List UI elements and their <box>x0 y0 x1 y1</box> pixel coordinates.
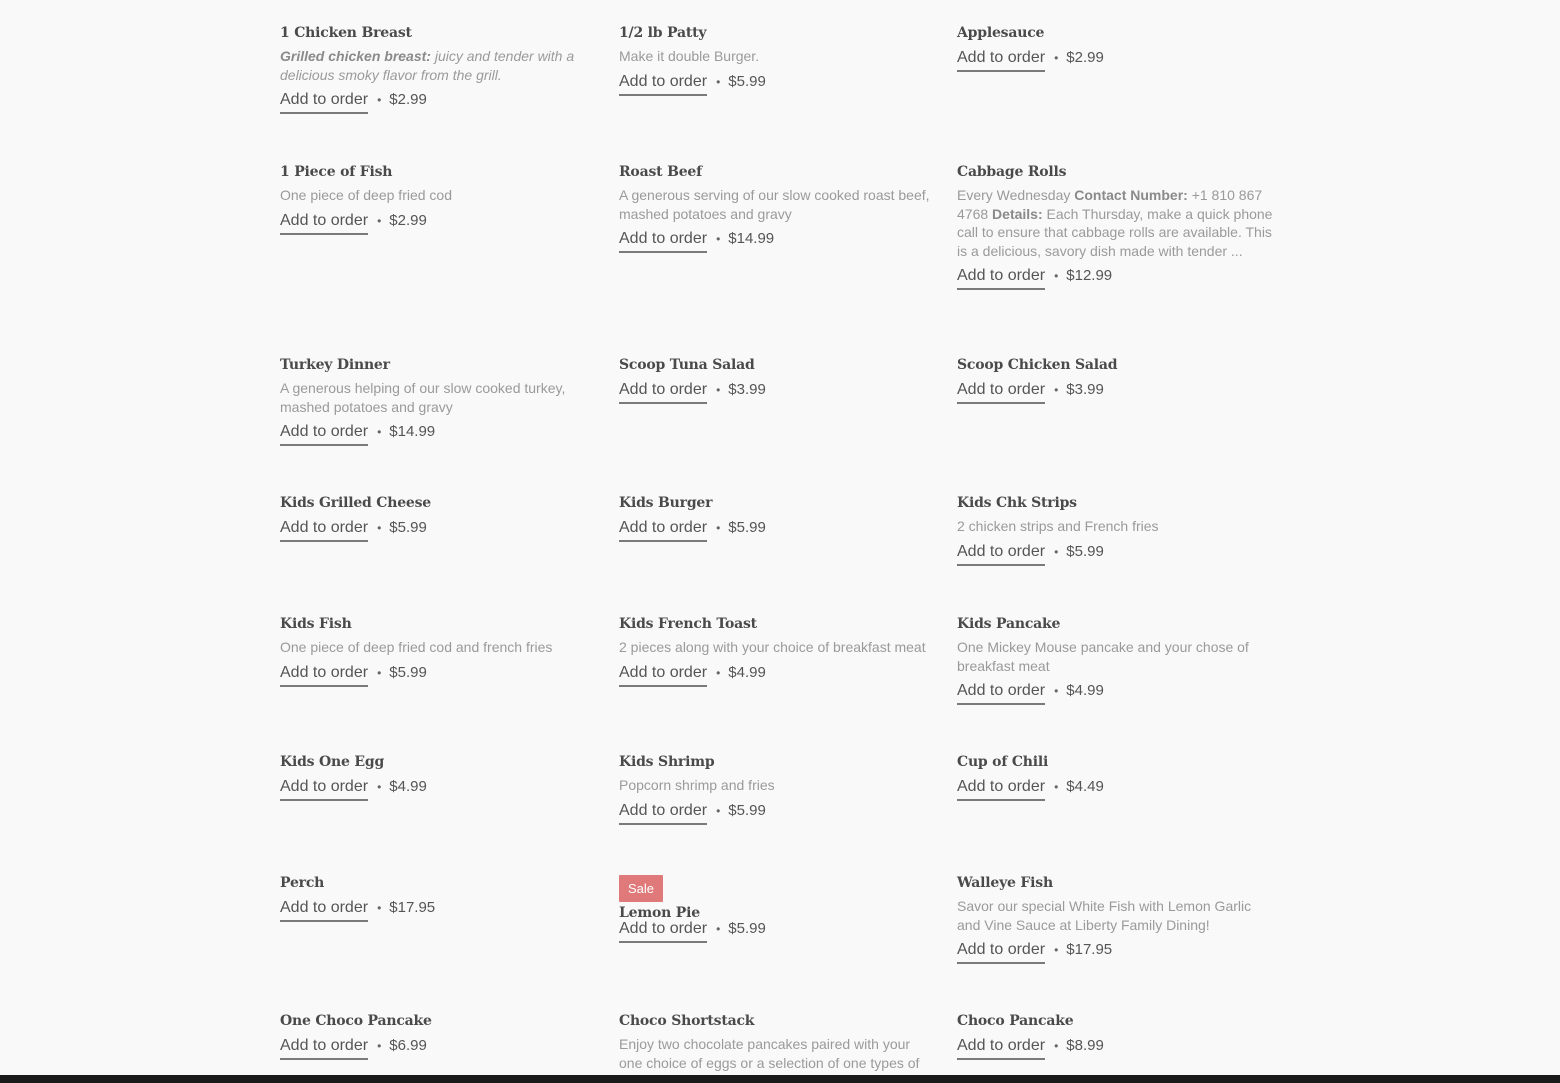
item-price: $2.99 <box>389 91 427 108</box>
item-name: Kids Grilled Cheese <box>280 495 432 511</box>
order-row <box>619 800 937 825</box>
item-name: Kids One Egg <box>280 754 385 770</box>
separator-dot: • <box>1054 1039 1059 1053</box>
item-name: Lemon Pie <box>619 905 700 921</box>
item-name: Kids Burger <box>619 495 713 511</box>
item-name: Cabbage Rolls <box>957 164 1067 180</box>
add-to-order-button[interactable]: Add to order <box>957 265 1045 290</box>
item-name: Scoop Tuna Salad <box>619 357 755 373</box>
add-to-order-button[interactable]: Add to order <box>280 897 368 922</box>
item-description: 2 pieces along with your choice of breakfast meat <box>619 639 926 655</box>
separator-dot: • <box>377 665 382 680</box>
item-name: Kids Chk Strips <box>957 495 1077 511</box>
bottom-bar <box>0 1075 1560 1083</box>
item-description: One piece of deep fried cod and french fries <box>280 639 553 655</box>
menu-item <box>957 494 1275 566</box>
item-description: One piece of deep fried cod <box>280 187 453 203</box>
order-row <box>280 517 598 542</box>
item-price: $5.99 <box>389 519 427 536</box>
item-price: $5.99 <box>1066 542 1104 560</box>
item-description: Popcorn shrimp and fries <box>619 777 775 793</box>
menu-item <box>280 24 598 114</box>
add-to-order-button[interactable]: Add to order <box>957 680 1045 705</box>
separator-dot: • <box>716 383 721 397</box>
separator-dot: • <box>1054 51 1059 65</box>
item-description: A generous serving of our slow cooked roast beef, mashed potatoes and gravy <box>619 187 930 222</box>
order-row <box>619 918 937 943</box>
menu-item <box>957 163 1275 290</box>
menu-item <box>957 615 1275 705</box>
item-description: A generous helping of our slow cooked turkey, mashed potatoes and gravy <box>280 380 566 415</box>
order-row <box>957 1035 1275 1060</box>
item-price: $5.99 <box>728 72 766 90</box>
menu-item <box>619 356 937 404</box>
item-price: $2.99 <box>1066 49 1104 66</box>
add-to-order-button[interactable]: Add to order <box>619 379 707 404</box>
add-to-order-button[interactable]: Add to order <box>280 776 368 801</box>
item-name: One Choco Pancake <box>280 1013 432 1029</box>
item-name: 1 Piece of Fish <box>280 164 393 180</box>
item-price: $4.99 <box>1066 682 1104 699</box>
add-to-order-button[interactable]: Add to order <box>957 541 1045 566</box>
item-name: Choco Pancake <box>957 1013 1074 1029</box>
item-name: 1 Chicken Breast <box>280 25 412 41</box>
sale-badge: Sale <box>619 875 663 902</box>
add-to-order-button[interactable]: Add to order <box>280 421 368 446</box>
add-to-order-button[interactable]: Add to order <box>619 918 707 943</box>
menu-item <box>280 163 598 235</box>
separator-dot: • <box>716 521 721 535</box>
menu-item <box>957 753 1275 801</box>
item-name: Perch <box>280 875 325 891</box>
menu-item <box>280 1012 598 1060</box>
separator-dot: • <box>1054 383 1059 397</box>
item-price: $3.99 <box>728 381 766 398</box>
item-price: $8.99 <box>1066 1037 1104 1054</box>
add-to-order-button[interactable]: Add to order <box>619 800 707 825</box>
separator-dot: • <box>377 901 382 915</box>
item-price: $5.99 <box>728 801 766 819</box>
item-name: Turkey Dinner <box>280 357 390 373</box>
item-price: $2.99 <box>389 211 427 229</box>
separator-dot: • <box>377 1039 382 1053</box>
add-to-order-button[interactable]: Add to order <box>957 776 1045 801</box>
add-to-order-button[interactable]: Add to order <box>280 1035 368 1060</box>
item-price: $12.99 <box>1066 267 1113 284</box>
item-name: Kids Fish <box>280 616 352 632</box>
item-description: Every Wednesday Contact Number: +1 810 867 4768 Details: Each Thursday, make a quick phone call to ensure that cabbage rolls are available. This is a delicious, savory dish made with tender ... <box>957 187 1273 259</box>
add-to-order-button[interactable]: Add to order <box>280 662 368 687</box>
add-to-order-button[interactable]: Add to order <box>957 379 1045 404</box>
order-row <box>280 1035 598 1060</box>
add-to-order-button[interactable]: Add to order <box>619 517 707 542</box>
order-row <box>957 47 1275 72</box>
item-price: $14.99 <box>389 423 436 440</box>
order-row <box>619 517 937 542</box>
item-description: Enjoy two chocolate pancakes paired with your one choice of eggs or a selection of one types of <box>619 1036 920 1071</box>
separator-dot: • <box>716 74 721 89</box>
item-name: 1/2 lb Patty <box>619 25 707 41</box>
order-row <box>280 776 598 801</box>
add-to-order-button[interactable]: Add to order <box>280 89 368 114</box>
order-row <box>619 228 937 253</box>
order-row <box>619 71 937 96</box>
separator-dot: • <box>377 780 382 794</box>
separator-dot: • <box>377 93 382 107</box>
item-name: Applesauce <box>957 25 1045 41</box>
item-name: Kids Pancake <box>957 616 1061 632</box>
item-name: Choco Shortstack <box>619 1013 755 1029</box>
separator-dot: • <box>716 665 721 680</box>
add-to-order-button[interactable]: Add to order <box>619 662 707 687</box>
separator-dot: • <box>716 922 721 936</box>
order-row <box>619 379 937 404</box>
separator-dot: • <box>1054 943 1059 957</box>
menu-item <box>619 494 937 542</box>
item-name: Kids French Toast <box>619 616 757 632</box>
separator-dot: • <box>377 425 382 439</box>
add-to-order-button[interactable]: Add to order <box>619 228 707 253</box>
item-price: $5.99 <box>728 519 766 536</box>
menu-item <box>957 874 1275 964</box>
item-price: $5.99 <box>728 920 766 937</box>
order-row <box>280 210 598 235</box>
item-description: One Mickey Mouse pancake and your chose of breakfast meat <box>957 639 1249 674</box>
add-to-order-button[interactable]: Add to order <box>280 210 368 235</box>
item-price: $4.99 <box>728 663 766 681</box>
separator-dot: • <box>377 213 382 228</box>
separator-dot: • <box>1054 684 1059 698</box>
item-name: Cup of Chili <box>957 754 1049 770</box>
item-price: $14.99 <box>728 230 775 247</box>
order-row <box>957 379 1275 404</box>
menu-item <box>280 615 598 687</box>
item-price: $17.95 <box>389 899 436 916</box>
separator-dot: • <box>377 521 382 535</box>
order-row <box>280 662 598 687</box>
item-price: $17.95 <box>1066 941 1113 958</box>
menu-item <box>619 875 937 943</box>
order-row <box>957 265 1275 290</box>
menu-item <box>619 24 937 96</box>
item-price: $5.99 <box>389 663 427 681</box>
menu-item <box>280 874 598 922</box>
separator-dot: • <box>1054 780 1059 794</box>
item-name: Scoop Chicken Salad <box>957 357 1118 373</box>
menu-item <box>957 356 1275 404</box>
separator-dot: • <box>716 803 721 818</box>
menu-item <box>957 1012 1275 1060</box>
item-name: Walleye Fish <box>957 875 1053 891</box>
menu-item <box>619 163 937 253</box>
menu-item <box>280 494 598 542</box>
order-row <box>619 662 949 687</box>
order-row <box>957 776 1275 801</box>
add-to-order-button[interactable]: Add to order <box>957 939 1045 964</box>
add-to-order-button[interactable]: Add to order <box>957 1035 1045 1060</box>
order-row <box>957 939 1275 964</box>
order-row <box>957 541 1275 566</box>
order-row <box>957 680 1275 705</box>
item-name: Kids Shrimp <box>619 754 715 770</box>
menu-item <box>957 24 1275 72</box>
item-price: $4.99 <box>389 778 427 795</box>
order-row <box>280 89 598 114</box>
item-description: Grilled chicken breast: juicy and tender with a delicious smoky flavor from the grill. <box>280 48 575 83</box>
order-row <box>280 897 598 922</box>
add-to-order-button[interactable]: Add to order <box>280 517 368 542</box>
menu-item <box>619 753 937 825</box>
item-description: Make it double Burger. <box>619 48 760 64</box>
item-description: 2 chicken strips and French fries <box>957 518 1159 534</box>
item-name: Roast Beef <box>619 164 702 180</box>
item-price: $6.99 <box>389 1037 427 1054</box>
separator-dot: • <box>1054 544 1059 559</box>
separator-dot: • <box>1054 269 1059 283</box>
separator-dot: • <box>716 232 721 246</box>
item-description: Savor our special White Fish with Lemon Garlic and Vine Sauce at Liberty Family Dining! <box>957 898 1252 933</box>
add-to-order-button[interactable]: Add to order <box>957 47 1045 72</box>
menu-item <box>619 615 949 687</box>
order-row <box>280 421 598 446</box>
menu-item <box>280 356 598 446</box>
add-to-order-button[interactable]: Add to order <box>619 71 707 96</box>
item-price: $4.49 <box>1066 778 1104 795</box>
menu-item <box>619 1012 937 1075</box>
menu-item <box>280 753 598 801</box>
item-price: $3.99 <box>1066 381 1104 398</box>
